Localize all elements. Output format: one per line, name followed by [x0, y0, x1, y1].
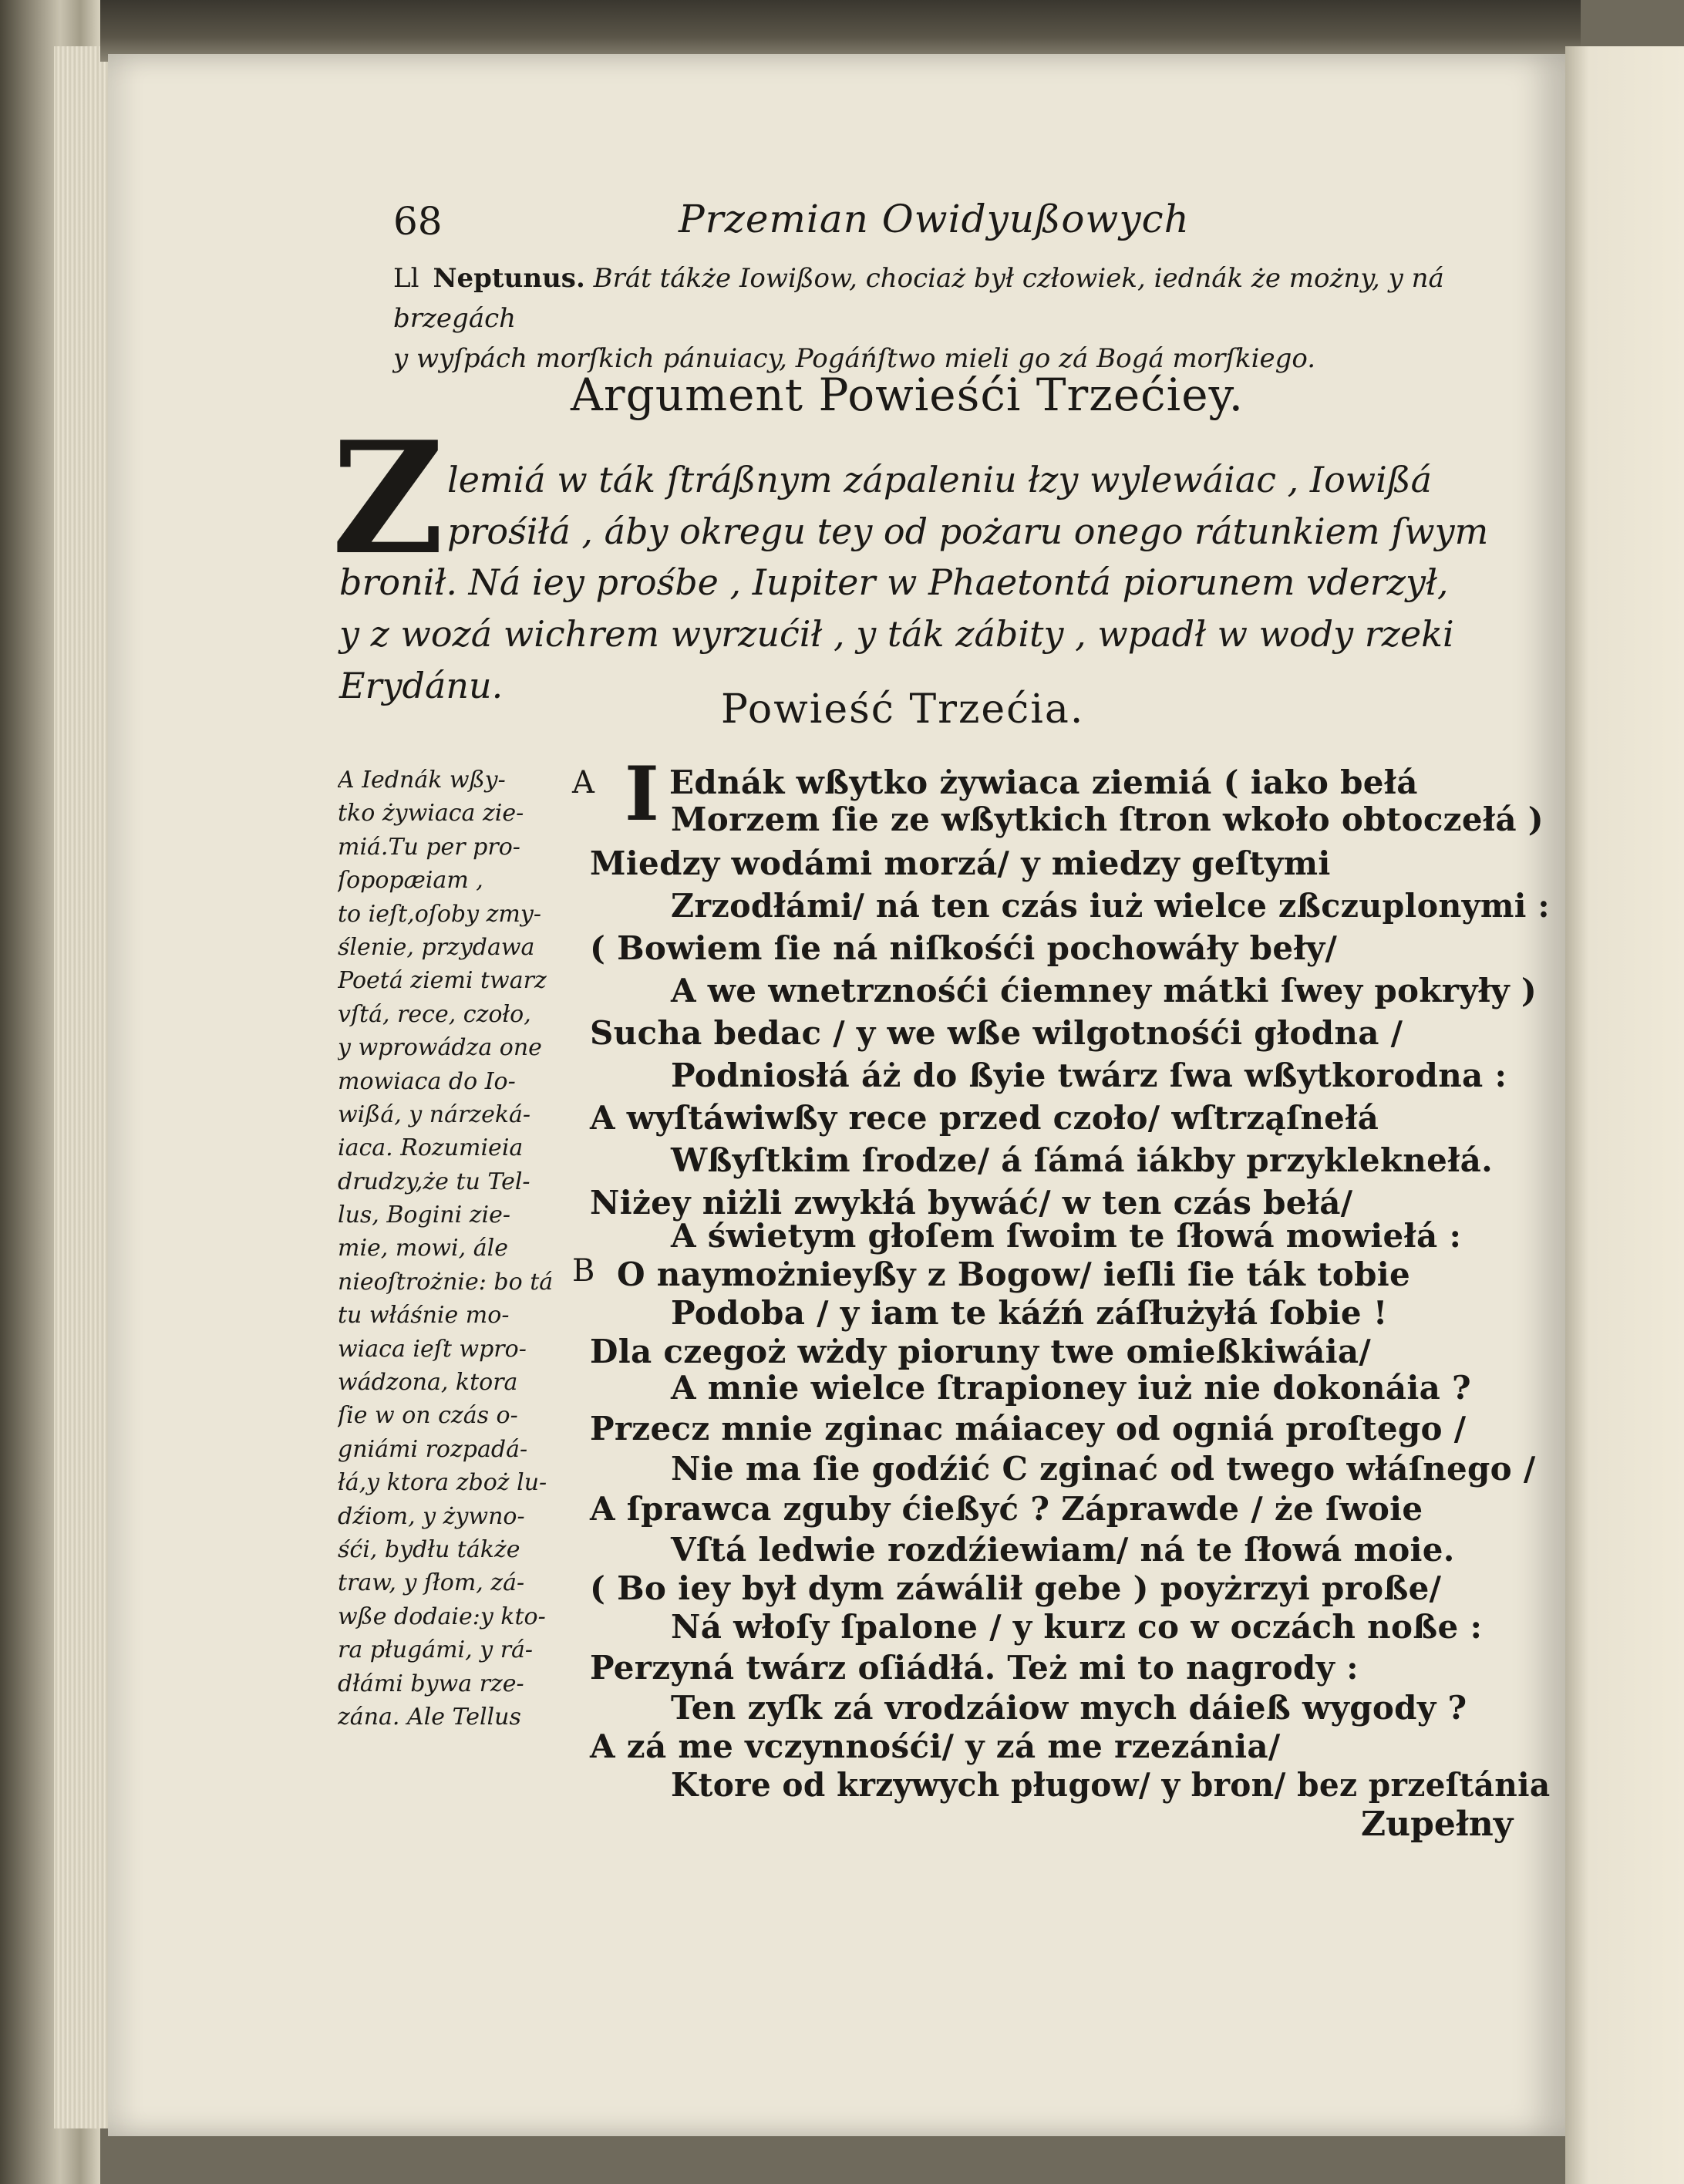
argument-title: Argument Powieśći Trzećiey. — [571, 369, 1244, 421]
page-stack-edge — [54, 46, 108, 2128]
gloss-line: ſie w on czás o- — [338, 1402, 518, 1430]
verse-line: A świetym głoſem ſwoim te ſłowá mowiełá : — [671, 1217, 1462, 1255]
book-top-edge — [100, 0, 1581, 62]
gloss-line: ślenie, przydawa — [338, 933, 535, 961]
verse-line: Sucha bedac / y we wße wilgotnośći głodna / — [590, 1014, 1403, 1052]
gloss-line: nieoſtrożnie: bo tá — [338, 1268, 554, 1296]
verse-marker-a: A — [572, 765, 594, 800]
verse-line: Wßyſtkim ſrodze/ á ſámá iákby przykleknełá. — [671, 1141, 1494, 1179]
gloss-line: wádzona, ktora — [338, 1369, 518, 1397]
verse-line: Miedzy wodámi morzá/ y miedzy geſtymi — [590, 844, 1331, 882]
footnote-line-1 — [393, 258, 1504, 339]
footnote-mark: Ll — [393, 263, 419, 294]
verse-line: A ſprawca zguby ćießyć ? Záprawde / że ſwoie — [590, 1490, 1423, 1528]
gloss-line: wiaca ieſt wpro- — [338, 1335, 527, 1363]
verse-line: Przecz mnie zginac máiacey od ogniá proſtego / — [590, 1410, 1467, 1448]
gloss-line: ſopopæiam , — [338, 867, 483, 895]
drop-cap: Z — [332, 408, 444, 589]
gloss-line: Poetá ziemi twarz — [338, 967, 547, 995]
gloss-line: iaca. Rozumieia — [338, 1134, 524, 1162]
argument-line: y z wozá wichrem wyrzućił , y ták zábity , wpadł w wody rzeki — [339, 613, 1454, 655]
verse-line: Podniosłá áż do ßyie twárz ſwa wßytkorodna : — [671, 1057, 1507, 1094]
gloss-line: tko żywiaca zie- — [338, 800, 524, 827]
gloss-line: tu włáśnie mo- — [338, 1302, 510, 1330]
footnote-line-2: y wyſpách morſkich pánuiacy, Pogáńſtwo mieli go zá Bogá morſkiego. — [393, 343, 1316, 374]
running-title: Przemian Owidyußowych — [679, 197, 1190, 241]
page-number: 68 — [393, 199, 443, 244]
verse-line: Ten zyſk zá vrodzáiow mych dáieß wygody ? — [671, 1689, 1467, 1727]
verse-marker-b: B — [572, 1253, 595, 1289]
marginal-gloss — [338, 763, 565, 1734]
gloss-line: gniámi rozpadá- — [338, 1435, 528, 1463]
gloss-line: dłámi bywa rze- — [338, 1670, 524, 1697]
gloss-line: y wprowádza one — [338, 1034, 542, 1062]
gloss-line: vſtá, rece, czoło, — [338, 1000, 531, 1028]
verse-line: Morzem ſie ze wßytkich ſtron wkoło obtoczełá ) — [671, 800, 1544, 838]
gloss-line: lus, Bogini zie- — [338, 1202, 511, 1229]
verse-line: Zrzodłámi/ ná ten czás iuż wielce zßczuplonymi : — [671, 887, 1550, 925]
argument-line: Erydánu. — [339, 665, 504, 706]
verse-line: ( Bo iey był dym záwálił gebe ) poyżrzyi proße/ — [590, 1569, 1442, 1607]
verse-line: A wyſtáwiwßy rece przed czoło/ wſtrząſnełá — [590, 1099, 1379, 1137]
footnote-text-1: Brát tákże Iowißow, chociaż był człowiek, iednák że możny, y ná brzegách — [393, 263, 1444, 334]
verse-line: O naymożnieyßy z Bogow/ ieſli ſie ták tobie — [617, 1255, 1411, 1293]
verse-line: Ná włoſy ſpalone / y kurz co w oczách noße : — [671, 1608, 1483, 1646]
verse-line: Vſtá ledwie rozdźiewiam/ ná te ſłowá moie. — [671, 1531, 1455, 1569]
gloss-line: mowiaca do Io- — [338, 1067, 516, 1095]
argument-line: lemiá w ták ſtráßnym zápaleniu łzy wylewáiac , Iowißá — [447, 459, 1432, 501]
facing-page-edge — [1565, 46, 1684, 2184]
verse-line: Niżey niżli zwykłá bywáć/ w ten czás bełá/ — [590, 1184, 1353, 1222]
gloss-line: śći, bydłu tákże — [338, 1535, 520, 1563]
section-title: Powieść Trzećia. — [721, 686, 1085, 733]
gloss-line: zána. Ale Tellus — [338, 1703, 521, 1731]
gloss-line: drudzy,że tu Tel- — [338, 1168, 530, 1195]
gloss-line: łá,y ktora zboż lu- — [338, 1469, 547, 1497]
footnote-neptunus — [393, 258, 1504, 379]
verse-line: Podoba / y iam te káźń záſłużyłá ſobie ! — [671, 1294, 1388, 1332]
gloss-line: wißá, y nárzeká- — [338, 1100, 531, 1128]
argument-line: prośiłá , áby okregu tey od pożaru onego rátunkiem ſwym — [447, 511, 1489, 552]
argument-line: bronił. Ná iey prośbe , Iupiter w Phaetontá piorunem vderzył, — [339, 561, 1449, 603]
verse-line: Ednák wßytko żywiaca ziemiá ( iako bełá — [669, 763, 1418, 801]
gloss-line: miá.Tu per pro- — [338, 833, 520, 861]
verse-line: A we wnetrznośći ćiemney mátki ſwey pokryły ) — [671, 972, 1537, 1009]
gloss-line: dźiom, y żywno- — [338, 1502, 525, 1530]
verse-line: ( Bowiem ſie ná niſkośći pochowáły beły/ — [590, 929, 1338, 967]
gloss-line: wße dodaie:y kto- — [338, 1603, 546, 1630]
gloss-line: A Iednák wßy- — [338, 767, 506, 794]
verse-line: Perzyná twárz oſiádłá. Też mi to nagrody : — [590, 1649, 1359, 1687]
gloss-line: traw, y ſłom, zá- — [338, 1569, 525, 1597]
verse-line: Nie ma ſie godźić C zginać od twego włáſnego / — [671, 1450, 1536, 1488]
gloss-line: mie, mowi, ále — [338, 1235, 508, 1262]
footnote-name: Neptunus. — [433, 263, 585, 294]
catchword: Zupełny — [1361, 1805, 1514, 1844]
gloss-line: ra pługámi, y rá- — [338, 1636, 534, 1664]
verse-line: Ktore od krzywych pługow/ y bron/ bez przeſtánia — [671, 1766, 1551, 1804]
verse-line: A mnie wielce ſtrapioney iuż nie dokonáia ? — [671, 1369, 1471, 1407]
verse-initial: I — [625, 750, 659, 838]
gloss-line: to ieſt,oſoby zmy- — [338, 900, 541, 928]
verse-line: A zá me vczynnośći/ y zá me rzezánia/ — [590, 1727, 1281, 1765]
verse-line: Dla czegoż wżdy pioruny twe omießkiwáia/ — [590, 1333, 1372, 1370]
